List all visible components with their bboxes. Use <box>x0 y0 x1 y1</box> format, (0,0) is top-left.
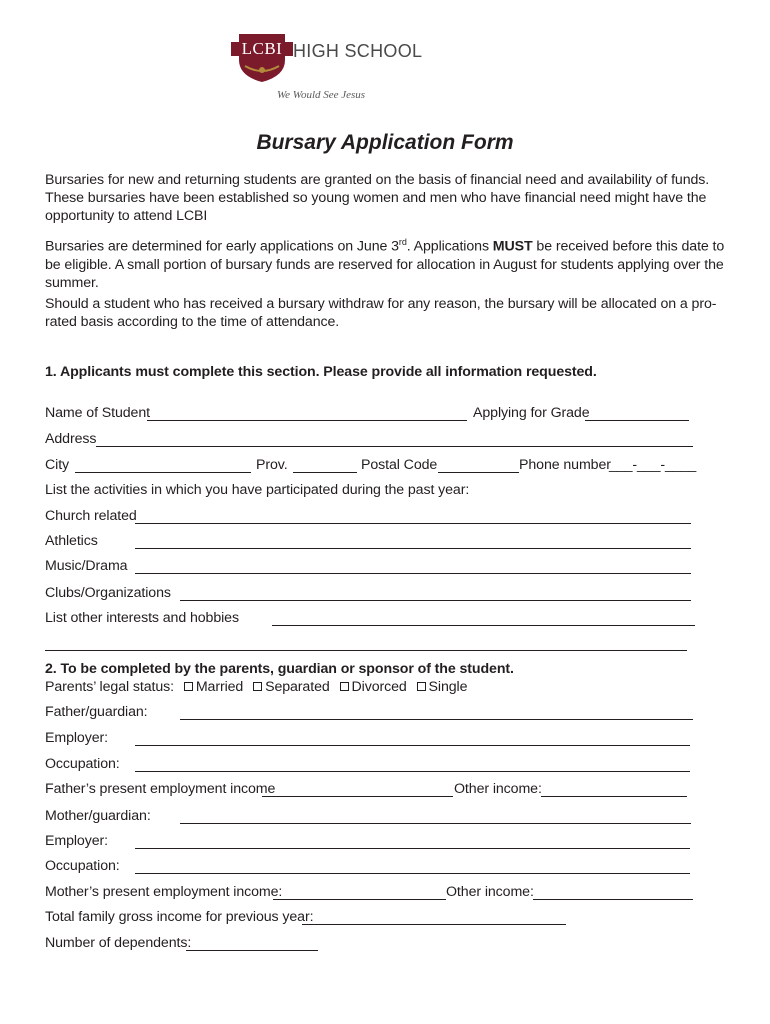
mother-income-label: Mother’s present employment income: <box>45 884 283 900</box>
phone-label: Phone number <box>519 457 611 473</box>
address-label: Address <box>45 431 97 447</box>
clubs-field[interactable] <box>180 600 691 601</box>
divorced-checkbox[interactable] <box>340 682 349 691</box>
father-occupation-label: Occupation: <box>45 756 120 772</box>
activities-prompt: List the activities in which you have participated during the past year: <box>45 482 470 498</box>
intro-paragraph-2: Bursaries are determined for early applications on June 3rd. Applications MUST be received before this date to be eligible. A small portion of bursary funds are reserved for allocation in August for students applying over the summer. <box>45 237 725 291</box>
mother-label: Mother/guardian: <box>45 808 151 824</box>
city-label: City <box>45 457 70 473</box>
legal-status-label: Parents’ legal status: <box>45 679 174 695</box>
father-income-field[interactable] <box>262 796 453 797</box>
intro-paragraph-3: Should a student who has received a bursary withdraw for any reason, the bursary will be allocated on a pro-rated basis according to the time of attendance. <box>45 296 717 330</box>
school-logo <box>231 30 293 84</box>
divorced-label: Divorced <box>351 679 407 695</box>
music-drama-field[interactable] <box>135 573 691 574</box>
mother-employer-label: Employer: <box>45 833 108 849</box>
dependents-field[interactable] <box>186 950 318 951</box>
athletics-field[interactable] <box>135 548 691 549</box>
clubs-label: Clubs/Organizations <box>45 585 171 601</box>
church-label: Church related <box>45 508 137 524</box>
total-income-field[interactable] <box>302 924 566 925</box>
mother-other-income-field[interactable] <box>533 899 693 900</box>
father-field[interactable] <box>180 719 693 720</box>
phone-field[interactable]: ___-___-____ <box>609 457 697 473</box>
father-occupation-field[interactable] <box>135 771 690 772</box>
intro-paragraph-1: Bursaries for new and returning students are granted on the basis of financial need and availability of funds. These bursaries have been established so young women and men who have financial need might have the opportunity to attend LCBI <box>45 172 710 224</box>
interests-field-line-2[interactable] <box>45 650 687 651</box>
father-other-income-field[interactable] <box>541 796 687 797</box>
father-employer-label: Employer: <box>45 730 108 746</box>
interests-label: List other interests and hobbies <box>45 610 239 626</box>
music-drama-label: Music/Drama <box>45 558 128 574</box>
single-checkbox[interactable] <box>417 682 426 691</box>
city-field[interactable] <box>75 472 251 473</box>
dependents-label: Number of dependents: <box>45 935 192 951</box>
married-label: Married <box>195 679 244 695</box>
section-1-heading: 1. Applicants must complete this section. Please provide all information requested. <box>45 364 597 380</box>
grade-field[interactable] <box>585 420 689 421</box>
legal-status-row <box>45 679 467 696</box>
father-label: Father/guardian: <box>45 704 148 720</box>
address-field[interactable] <box>96 446 693 447</box>
page-title: Bursary Application Form <box>256 131 514 154</box>
single-label: Single <box>428 679 468 695</box>
father-income-label: Father’s present employment income <box>45 781 276 797</box>
mother-other-income-label: Other income: <box>446 884 534 900</box>
separated-checkbox[interactable] <box>253 682 262 691</box>
athletics-label: Athletics <box>45 533 98 549</box>
name-label: Name of Student <box>45 405 150 421</box>
name-field[interactable] <box>147 420 467 421</box>
father-employer-field[interactable] <box>135 745 690 746</box>
postal-code-field[interactable] <box>438 472 519 473</box>
school-motto: We Would See Jesus <box>277 89 366 101</box>
total-income-label: Total family gross income for previous year: <box>45 909 314 925</box>
grade-label: Applying for Grade <box>473 405 590 421</box>
prov-label: Prov. <box>256 457 288 473</box>
mother-occupation-field[interactable] <box>135 873 690 874</box>
postal-code-label: Postal Code <box>361 457 438 473</box>
logo-mark: LCBI <box>241 39 283 58</box>
mother-income-field[interactable] <box>273 899 446 900</box>
mother-field[interactable] <box>180 823 691 824</box>
father-other-income-label: Other income: <box>454 781 542 797</box>
church-field[interactable] <box>135 523 691 524</box>
section-2-heading: 2. To be completed by the parents, guardian or sponsor of the student. <box>45 661 514 677</box>
logo-school-name: HIGH SCHOOL <box>293 41 423 61</box>
prov-field[interactable] <box>293 472 357 473</box>
mother-employer-field[interactable] <box>135 848 690 849</box>
married-checkbox[interactable] <box>184 682 193 691</box>
mother-occupation-label: Occupation: <box>45 858 120 874</box>
interests-field[interactable] <box>272 625 695 626</box>
separated-label: Separated <box>265 679 330 695</box>
